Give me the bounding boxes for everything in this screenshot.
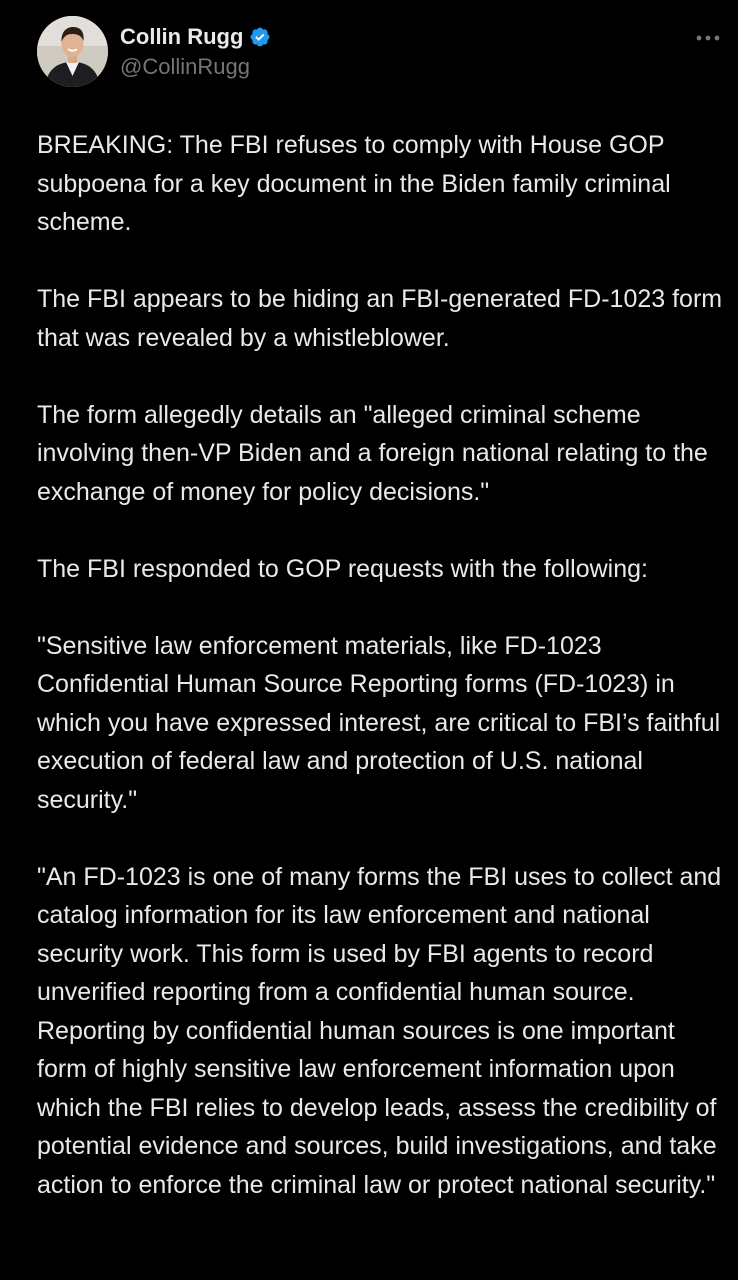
tweet-paragraph: The form allegedly details an "alleged criminal scheme involving then-VP Biden and a foreign national relating to the exchange of money for policy decisions." — [37, 400, 708, 506]
tweet-paragraph: "Sensitive law enforcement materials, like FD-1023 Confidential Human Source Reporting forms (FD-1023) in which you have expressed interest, are critical to FBI’s faithful execution of federal law and protection of U.S. national security." — [37, 631, 721, 814]
author-handle[interactable]: @CollinRugg — [120, 54, 250, 79]
tweet-paragraph: BREAKING: The FBI refuses to comply with House GOP subpoena for a key document in the Biden family criminal scheme. — [37, 131, 671, 236]
tweet-paragraph: The FBI appears to be hiding an FBI-generated FD-1023 form that was revealed by a whistleblower. — [37, 285, 723, 352]
more-horizontal-icon — [695, 34, 721, 42]
author-name-row — [120, 24, 271, 50]
author-name[interactable]: Collin Rugg — [120, 24, 244, 49]
tweet-header — [37, 16, 717, 88]
tweet-paragraph: "An FD-1023 is one of many forms the FBI uses to collect and catalog information for its law enforcement and national security work. This form is used by FBI agents to record unverified reporting from a confidential human source. Reporting by confidential human sources is one important form of highly sensitive law enforcement information upon which the FBI relies to develop leads, assess the credibility of potential evidence and sources, build investigations, and take action to enforce the criminal law or protect national security." — [37, 862, 722, 1199]
more-options-button[interactable] — [694, 26, 722, 50]
tweet-paragraph: The FBI responded to GOP requests with the following: — [37, 554, 648, 583]
verified-badge-icon[interactable] — [249, 26, 271, 48]
avatar[interactable] — [37, 16, 108, 87]
tweet-text — [37, 126, 727, 1204]
